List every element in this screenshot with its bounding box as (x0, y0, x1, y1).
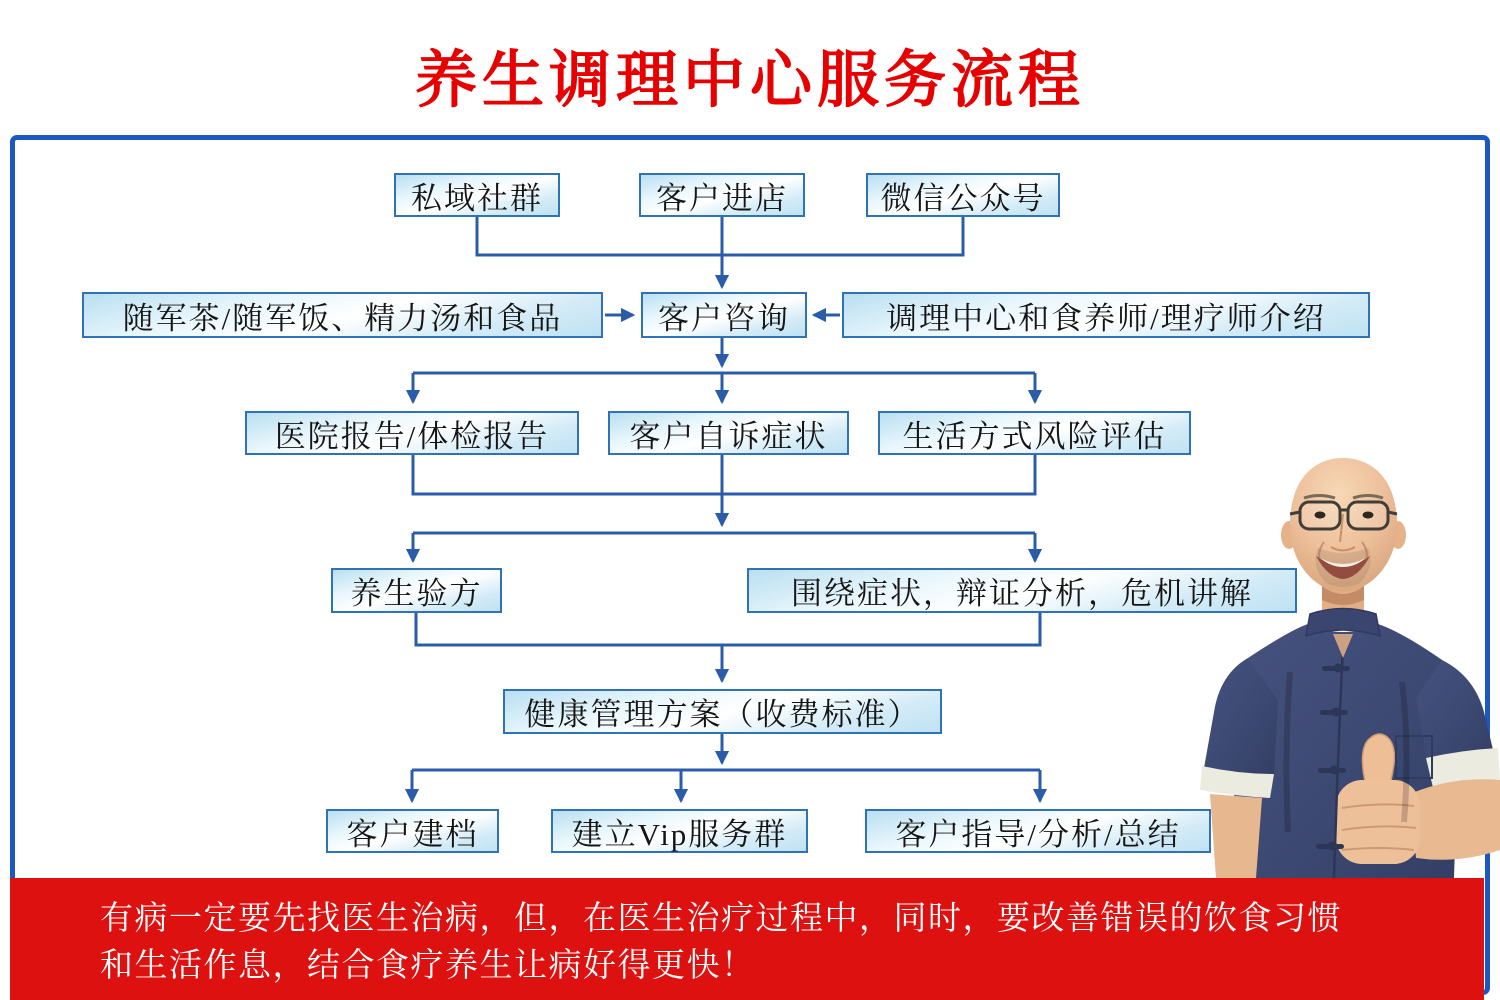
node-hospital-report: 医院报告/体检报告 (245, 411, 579, 455)
left-forearm (1210, 794, 1262, 878)
node-vip-service-group: 建立Vip服务群 (551, 809, 808, 853)
node-customer-enter-store: 客户进店 (639, 173, 805, 217)
node-health-formula: 养生验方 (331, 568, 502, 613)
node-wechat-official-account: 微信公众号 (866, 173, 1060, 217)
banner-text-line2: 和生活作息，结合食疗养生让病好得更快！ (100, 948, 756, 984)
node-lifestyle-risk-assessment: 生活方式风险评估 (878, 411, 1191, 455)
node-health-plan: 健康管理方案（收费标准） (503, 689, 942, 734)
node-customer-file: 客户建档 (326, 809, 499, 853)
node-consultation: 客户咨询 (641, 292, 807, 338)
right-forearm (1410, 779, 1500, 860)
node-center-intro: 调理中心和食养师/理疗师介绍 (842, 292, 1370, 338)
bottom-banner (10, 878, 1484, 1000)
left-eye (1315, 512, 1326, 519)
banner-text-line1: 有病一定要先找医生治病，但，在医生治疗过程中，同时，要改善错误的饮食习惯 (100, 901, 1342, 937)
node-products: 随军茶/随军饭、精力汤和食品 (82, 292, 603, 338)
right-eye (1363, 512, 1374, 519)
mandarin-collar (1306, 609, 1380, 637)
spokesperson-photo (1190, 450, 1500, 878)
node-guidance-summary: 客户指导/分析/总结 (865, 809, 1211, 853)
node-private-community: 私域社群 (394, 173, 560, 217)
node-symptom-analysis: 围绕症状，辩证分析，危机讲解 (747, 568, 1297, 613)
page-title: 养生调理中心服务流程 (414, 47, 1085, 115)
node-self-reported-symptoms: 客户自诉症状 (608, 411, 849, 455)
